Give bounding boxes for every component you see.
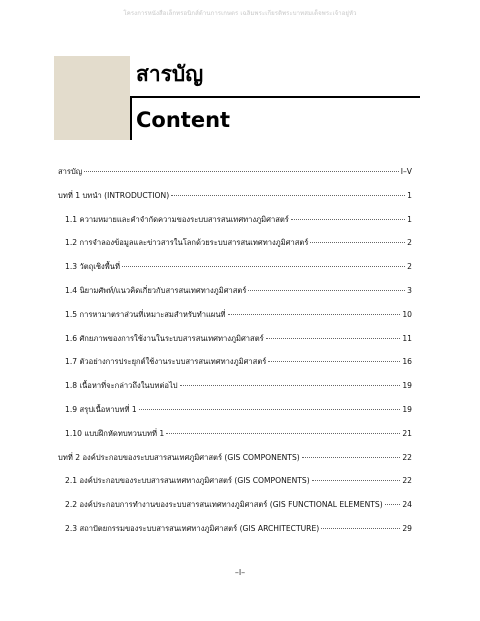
toc-entry-page: 22 — [402, 452, 412, 462]
toc-entry[interactable] — [58, 166, 412, 190]
toc-entry-page: I–V — [400, 167, 412, 176]
toc-entry-label: 1.4 นิยามศัพท์/แนวคิดเกี่ยวกับสารสนเทศทางภูมิศาสตร์ — [65, 285, 247, 295]
toc-leader-dots — [321, 528, 400, 529]
toc-leader-dots — [302, 457, 401, 458]
toc-leader-dots — [228, 314, 401, 315]
toc-entry[interactable] — [58, 475, 412, 499]
toc-entry-label: บทที่ 1 บทนำ (INTRODUCTION) — [58, 190, 170, 200]
toc-leader-dots — [268, 361, 400, 362]
toc-entry-label: สารบัญ — [58, 167, 83, 176]
toc-entry[interactable] — [58, 237, 412, 261]
toc-entry-label: 1.8 เนื้อหาที่จะกล่าวถึงในบทต่อไป — [65, 381, 178, 391]
toc-entry-label: 1.7 ตัวอย่างการประยุกต์ใช้งานระบบสารสนเทศทางภูมิศาสตร์ — [65, 357, 267, 367]
toc-leader-dots — [171, 195, 405, 196]
title-color-swatch — [54, 56, 130, 140]
toc-entry[interactable] — [58, 380, 412, 404]
toc-entry-page: 19 — [402, 381, 412, 391]
toc-entry-label: บทที่ 2 องค์ประกอบของระบบสารสนเทศภูมิศาสตร์ (GIS COMPONENTS) — [58, 452, 300, 462]
toc-entry-page: 3 — [407, 285, 412, 295]
title-left-rule — [130, 96, 132, 140]
toc-leader-dots — [122, 266, 405, 267]
toc-entry-label: 1.9 สรุปเนื้อหาบทที่ 1 — [65, 404, 137, 414]
running-header: โครงการหนังสือเล็กทรอนิกส์ด้านการเกษตร เฉลิมพระเกียรติพระบาทสมเด็จพระเจ้าอยู่หัว — [123, 10, 357, 17]
toc-entry-label: 1.2 การจำลองข้อมูลและข่าวสารในโลกด้วยระบบสารสนเทศทางภูมิศาสตร์ — [65, 238, 309, 248]
toc-entry-label: 2.2 องค์ประกอบการทำงานของระบบสารสนเทศทางภูมิศาสตร์ (GIS FUNCTIONAL ELEMENTS) — [65, 500, 383, 510]
title-thai: สารบัญ — [136, 62, 204, 86]
toc-entry[interactable] — [58, 428, 412, 452]
toc-leader-dots — [180, 385, 401, 386]
toc-entry[interactable] — [58, 499, 412, 523]
toc-entry[interactable] — [58, 261, 412, 285]
toc-entry-page: 19 — [402, 404, 412, 414]
toc-leader-dots — [310, 242, 405, 243]
toc-entry[interactable] — [58, 309, 412, 333]
toc-entry-page: 16 — [402, 357, 412, 367]
toc-entry-page: 10 — [402, 309, 412, 319]
title-block — [54, 56, 420, 140]
title-divider — [130, 96, 420, 98]
toc-entry-label: 2.1 องค์ประกอบของระบบสารสนเทศทางภูมิศาสตร์ (GIS COMPONENTS) — [65, 476, 310, 486]
toc-leader-dots — [248, 290, 405, 291]
toc-entry-page: 29 — [402, 523, 412, 533]
toc-entry[interactable] — [58, 404, 412, 428]
toc-entry-label: 1.6 ศักยภาพของการใช้งานในระบบสารสนเทศทางภูมิศาสตร์ — [65, 333, 264, 343]
toc-leader-dots — [84, 171, 398, 172]
toc-entry-page: 22 — [402, 476, 412, 486]
toc-entry-page: 11 — [402, 333, 412, 343]
table-of-contents — [58, 166, 412, 547]
toc-entry-label: 1.1 ความหมายและคำจำกัดความของระบบสารสนเทศทางภูมิศาสตร์ — [65, 214, 289, 224]
toc-entry[interactable] — [58, 285, 412, 309]
toc-leader-dots — [139, 409, 401, 410]
toc-leader-dots — [266, 338, 401, 339]
toc-leader-dots — [291, 219, 405, 220]
toc-entry[interactable] — [58, 190, 412, 214]
toc-entry-page: 1 — [407, 190, 412, 200]
toc-entry[interactable] — [58, 523, 412, 547]
toc-entry-page: 1 — [407, 214, 412, 224]
toc-entry[interactable] — [58, 214, 412, 238]
toc-entry-label: 2.3 สถาปัตยกรรมของระบบสารสนเทศทางภูมิศาสตร์ (GIS ARCHITECTURE) — [65, 523, 320, 533]
toc-entry-page: 2 — [407, 238, 412, 248]
toc-leader-dots — [312, 480, 401, 481]
toc-entry-page: 24 — [402, 500, 412, 510]
toc-leader-dots — [385, 504, 401, 505]
toc-entry[interactable] — [58, 452, 412, 476]
toc-entry-label: 1.3 วัตถุเชิงพื้นที่ — [65, 262, 120, 272]
toc-entry[interactable] — [58, 333, 412, 357]
toc-entry-label: 1.5 การหามาตราส่วนที่เหมาะสมสำหรับทำแผนที่ — [65, 309, 226, 319]
title-english: Content — [136, 108, 231, 132]
toc-entry-page: 2 — [407, 262, 412, 272]
toc-entry[interactable] — [58, 356, 412, 380]
page-number: –I– — [234, 568, 246, 577]
toc-entry-page: 21 — [402, 428, 412, 438]
toc-leader-dots — [166, 433, 400, 434]
toc-entry-label: 1.10 แบบฝึกหัดทบทวนบทที่ 1 — [65, 428, 165, 438]
